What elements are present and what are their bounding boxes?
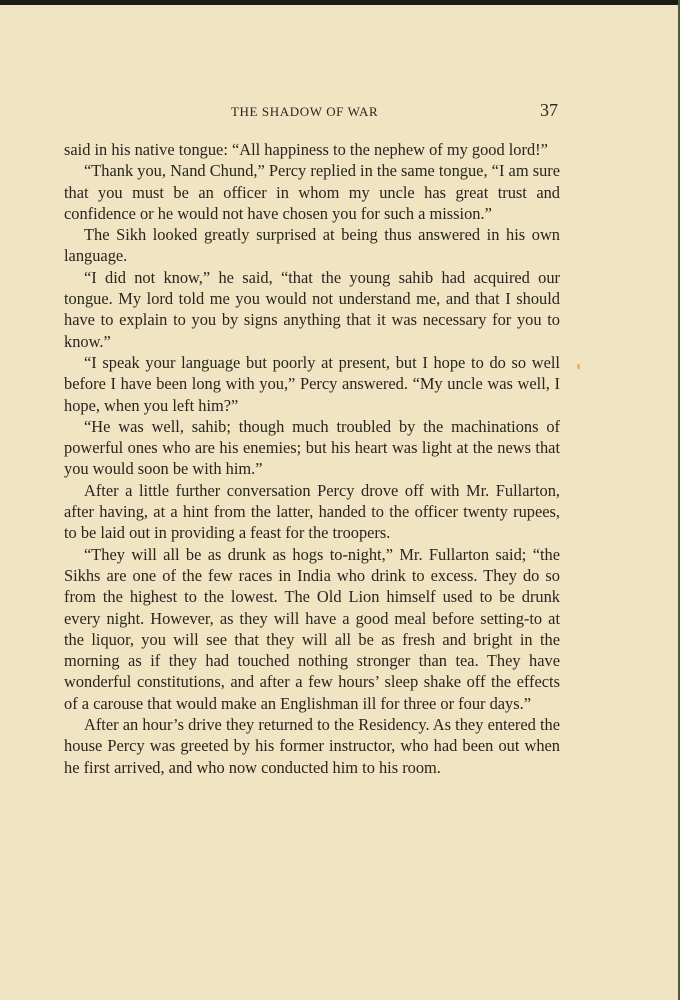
paragraph: said in his native tongue: “All happiness to the nephew of my good lord!” <box>64 140 548 159</box>
paragraph: “I did not know,” he said, “that the young sahib had acquired our tongue. My lord told me you would not understand me, and that I should have to explain to you by signs anything that it was necessary for you to know.” <box>64 267 560 351</box>
page-top-edge <box>0 0 680 5</box>
paragraph: “Thank you, Nand Chund,” Percy replied in the same tongue, “I am sure that you must be an officer in whom my uncle has great trust and confidence or he would not have chosen you for such a mission.” <box>64 161 560 223</box>
body-text <box>64 139 560 778</box>
page-number: 37 <box>540 100 558 120</box>
paragraph: “I speak your language but poorly at present, but I hope to do so well before I have been long with you,” Percy answered. “My uncle was well, I hope, when you left him?” <box>64 352 560 415</box>
paragraph: The Sikh looked greatly surprised at being thus answered in his own language. <box>64 225 560 266</box>
paragraph: After a little further conversation Percy drove off with Mr. Fullarton, after having, at a hint from the latter, handed to the officer twenty rupees, to be laid out in providing a feast for the troopers. <box>64 480 560 543</box>
paragraph: “They will all be as drunk as hogs to-night,” Mr. Fullarton said; “the Sikhs are one of the few races in India who drink to excess. They do so from the highest to the lowest. The Old Lion himself used to be drunk every night. However, as they will have a good meal before setting-to at the liquor, you will see that they will all be as fresh and bright in the morning as if they had touched nothing stronger than tea. They have wonderful constitutions, and after a few hours’ sleep shake off the effects of a carouse that would make an Englishman ill for three or four days.” <box>64 544 560 713</box>
paper-speck <box>577 364 580 369</box>
running-head: THE SHADOW OF WAR <box>231 104 379 119</box>
paragraph: “He was well, sahib; though much troubled by the machinations of powerful ones who are his enemies; but his heart was light at the news that you would soon be with him.” <box>64 416 560 479</box>
paragraph: After an hour’s drive they returned to the Residency. As they entered the house Percy was greeted by his former instructor, who had been out when he first arrived, and who now conducted him to his room. <box>64 715 560 777</box>
